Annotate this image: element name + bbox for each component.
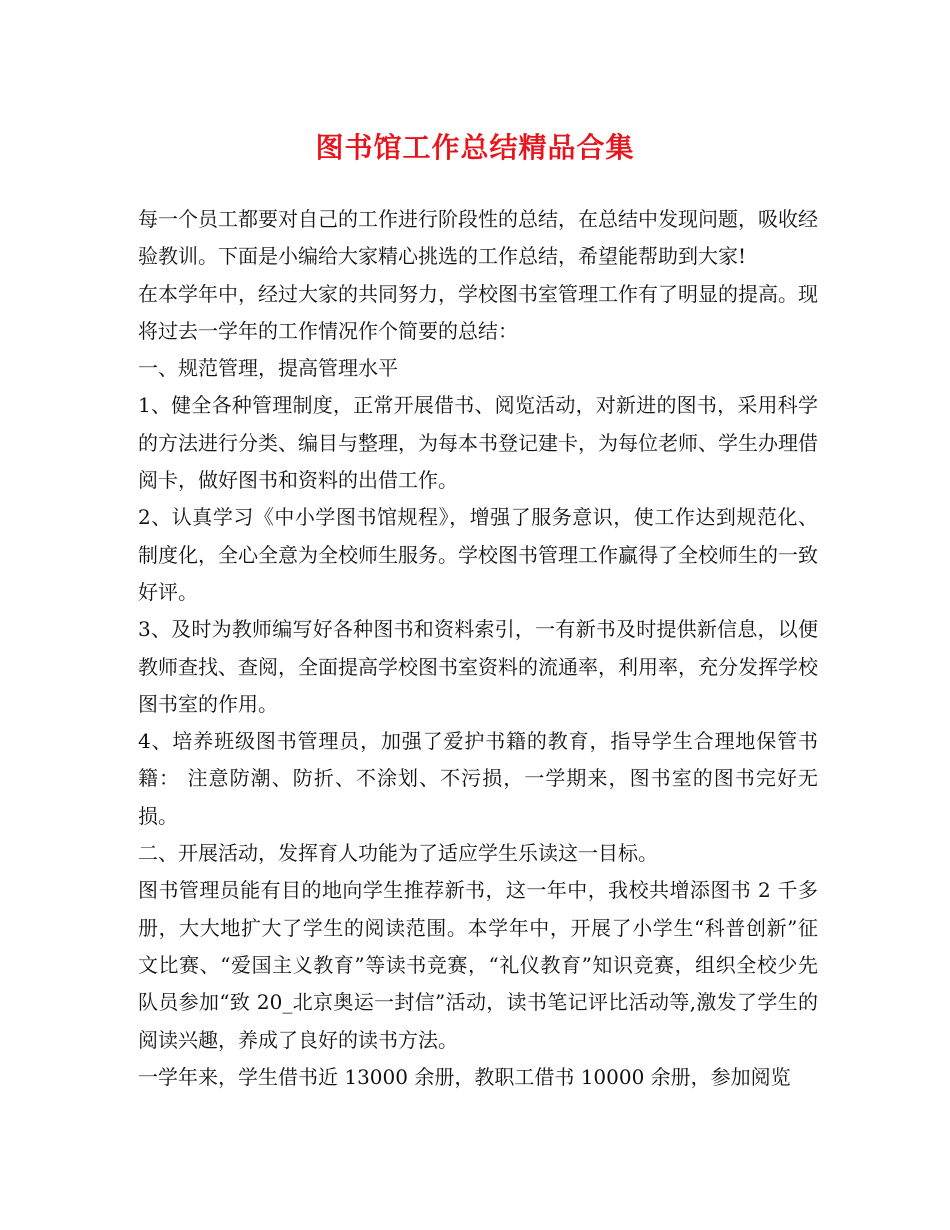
paragraph-statistics: 一学年来，学生借书近 13000 余册，教职工借书 10000 余册，参加阅览 [138, 1064, 791, 1089]
section-heading-1: 一、规范管理，提高管理水平 [138, 356, 398, 381]
document-title: 图书馆工作总结精品合集 [315, 131, 635, 164]
paragraph-intro: 每一个员工都要对自己的工作进行阶段性的总结，在总结中发现问题，吸收经验教训。下面是小编给大家精心挑选的工作总结，希望能帮助到大家! [138, 207, 818, 269]
paragraph-item-1: 1、健全各种管理制度，正常开展借书、阅览活动，对新进的图书，采用科学的方法进行分类、编目与整理，为每本书登记建卡，为每位老师、学生办理借阅卡，做好图书和资料的出借工作。 [138, 393, 818, 493]
paragraph-item-2: 2、认真学习《中小学图书馆规程》，增强了服务意识，使工作达到规范化、制度化，全心全意为全校师生服务。学校图书管理工作赢得了全校师生的一致好评。 [138, 505, 818, 604]
paragraph-item-3: 3、及时为教师编写好各种图书和资料索引，一有新书及时提供新信息，以便教师查找、查阅，全面提高学校图书室资料的流通率，利用率，充分发挥学校图书室的作用。 [138, 617, 818, 716]
paragraph-activities: 图书管理员能有目的地向学生推荐新书，这一年中，我校共增添图书 2 千多册，大大地扩大了学生的阅读范围。本学年中，开展了小学生“科普创新”征文比赛、“爱国主义教育”等读书竞赛，“礼仪教育”知识竞赛，组织全校少先队员参加“致 20_北京奥运一封信”活动，读书笔记评比活动等,激发了学生的阅读兴趣，养成了良好的读书方法。 [138, 878, 818, 1052]
paragraph-item-4: 4、培养班级图书管理员，加强了爱护书籍的教育，指导学生合理地保管书籍： 注意防潮、防折、不涂划、不污损，一学期来，图书室的图书完好无损。 [138, 729, 818, 828]
paragraph-overview: 在本学年中，经过大家的共同努力，学校图书室管理工作有了明显的提高。现将过去一学年的工作情况作个简要的总结： [138, 281, 818, 343]
document-body [138, 201, 818, 1096]
section-heading-2: 二、开展活动，发挥育人功能为了适应学生乐读这一目标。 [138, 841, 658, 866]
